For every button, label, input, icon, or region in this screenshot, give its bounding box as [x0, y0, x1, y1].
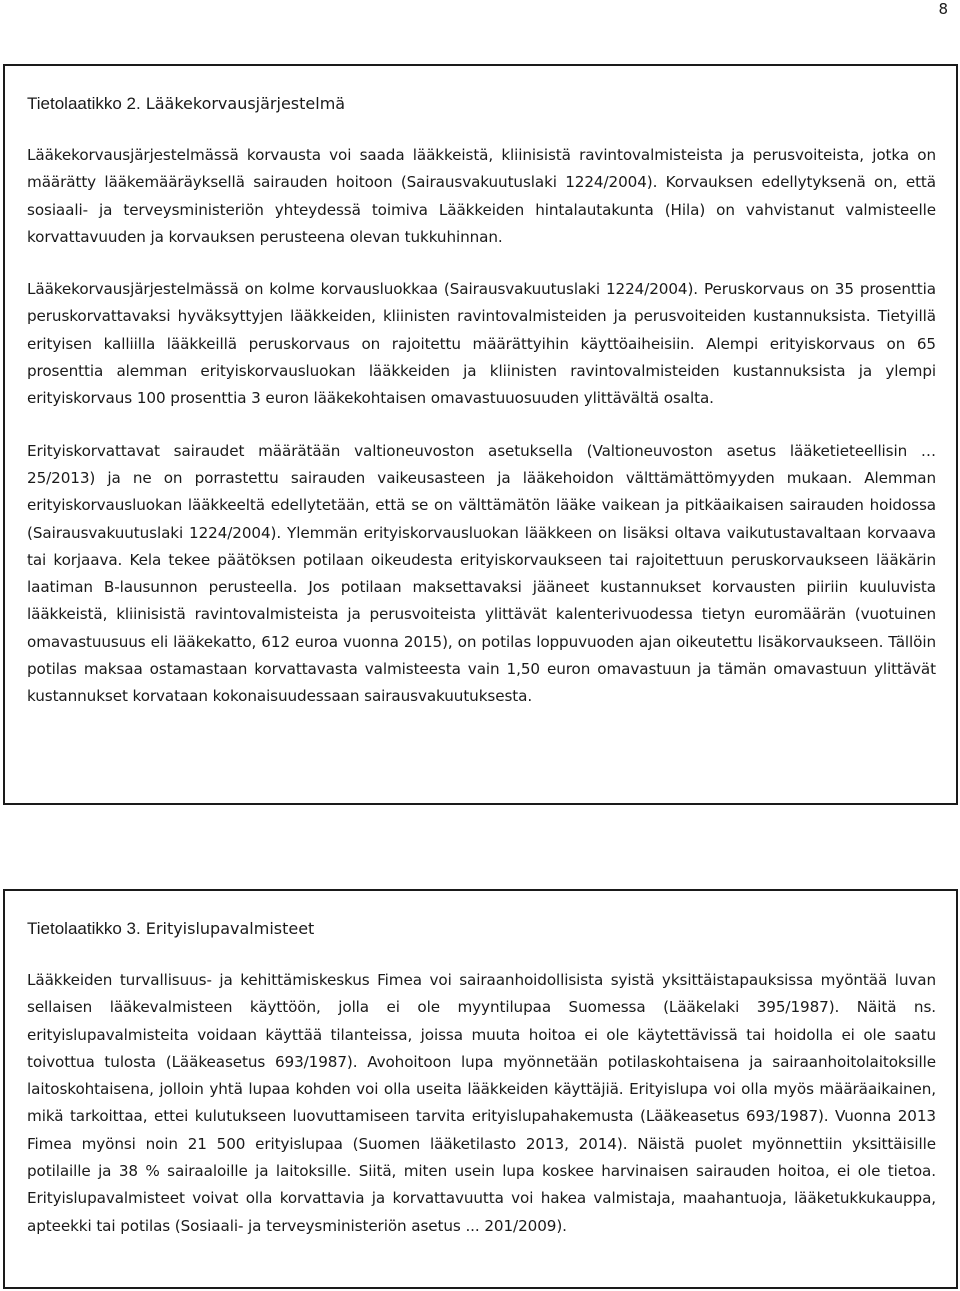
info-box-2 — [3, 64, 958, 805]
info-box-2-paragraph-1: Lääkekorvausjärjestelmässä korvausta voi saada lääkkeistä, kliinisistä ravintovalmisteista ja perusvoiteista, jotka on määrätty lääkemääräyksellä sairauden hoitoon (Sairausvakuutuslaki 1224/2004). Korvauksen edellytyksenä on, että sosiaali- ja terveysministeriön yhteydessä toimiva Lääkkeiden hintalautakunta (Hila) on vahvistanut valmisteelle korvattavuuden ja korvauksen perusteena olevan tukkuhinnan. — [27, 146, 936, 246]
info-box-3-title — [27, 915, 936, 942]
info-box-3 — [3, 889, 958, 1289]
info-box-2-label: Tietolaatikko 2. — [27, 94, 141, 113]
info-box-2-heading: Lääkekorvausjärjestelmä — [140, 94, 346, 113]
info-box-3-paragraph-1: Lääkkeiden turvallisuus- ja kehittämiskeskus Fimea voi sairaanhoidollisista syistä yksittäistapauksissa myöntää luvan sellaisen lääkevalmisteen käyttöön, jolla ei ole myyntilupaa Suomessa (Lääkelaki 395/1987). Näitä ns. erityislupavalmisteita voidaan käyttää tilanteissa, joissa muuta hoitoa ei ole käytettävissä tai hoidolla ei ole saatu toivottua tulosta (Lääkeasetus 693/1987). Avohoitoon lupa myönnetään potilaskohtaisena ja sairaanhoitolaitoksille laitoskohtaisena, jolloin yhtä lupaa kohden voi olla useita lääkkeiden käyttäjiä. Erityislupa voi olla myös määräaikainen, mikä tarkoittaa, ettei kulutukseen luovuttamiseen tarvita erityislupahakemusta (Lääkeasetus 693/1987). Vuonna 2013 Fimea myönsi noin 21 500 erityislupaa (Suomen lääketilasto 2013, 2014). Näistä puolet myönnettiin yksittäisille potilaille ja 38 % sairaaloille ja laitoksille. Siitä, miten usein lupa koskee harvinaisen sairauden hoitoa, ei ole tietoa. Erityislupavalmisteet voivat olla korvattavia ja korvattavuutta voi hakea valmistaja, maahantuoja, lääketukkukauppa, apteekki tai potilas (Sosiaali- ja terveysministeriön asetus ... 201/2009). — [27, 971, 936, 1235]
info-box-3-label: Tietolaatikko 3. — [27, 919, 141, 938]
info-box-2-paragraph-2: Lääkekorvausjärjestelmässä on kolme korvausluokkaa (Sairausvakuutuslaki 1224/2004). Peruskorvaus on 35 prosenttia peruskorvattavaksi hyväksyttyjen lääkkeiden, kliinisten ravintovalmisteiden ja perusvoiteiden kustannuksista. Tietyillä erityisen kalliilla lääkkeillä peruskorvaus on rajoitettu määrättyihin käyttöaiheisiin. Alempi erityiskorvaus on 65 prosenttia alemman erityiskorvausluokan lääkkeiden ja kliinisten ravintovalmisteiden kustannuksista ja ylempi erityiskorvaus 100 prosenttia 3 euron lääkekohtaisen omavastuuosuuden ylittävältä osalta. — [27, 280, 936, 408]
info-box-2-title — [27, 90, 936, 117]
info-box-3-heading: Erityislupavalmisteet — [140, 919, 315, 938]
info-box-2-paragraph-3: Erityiskorvattavat sairaudet määrätään valtioneuvoston asetuksella (Valtioneuvoston asetus lääketieteellisin … 25/2013) ja ne on porrastettu sairauden vaikeusasteen ja lääkehoidon välttämättömyyden mukaan. Alemman erityiskorvausluokan lääkkeeltä edellytetään, että se on välttämätön lääke vaikean ja pitkäaikaisen sairauden hoidossa (Sairausvakuutuslaki 1224/2004). Ylemmän erityiskorvausluokan lääkkeen on lisäksi oltava vaikutustavaltaan korvaava tai korjaava. Kela tekee päätöksen potilaan oikeudesta erityiskorvaukseen tai rajoitettuun peruskorvaukseen lääkärin laatiman B-lausunnon perusteella. Jos potilaan maksettavaksi jääneet kustannukset korvausten piiriin kuuluvista lääkkeistä, kliinisistä ravintovalmisteista ja perusvoiteista ylittävät kalenterivuodessa tietyn euromäärän (vuotuinen omavastuusuus eli lääkekatto, 612 euroa vuonna 2015), on potilas loppuvuoden ajan oikeutettu lisäkorvaukseen. Tällöin potilas maksaa ostamastaan korvattavasta valmisteesta vain 1,50 euron omavastuun ja tämän omavastuun ylittävät kustannukset korvataan kokonaisuudessaan sairausvakuutuksesta. — [27, 441, 936, 706]
page-number: 8 — [938, 0, 948, 18]
